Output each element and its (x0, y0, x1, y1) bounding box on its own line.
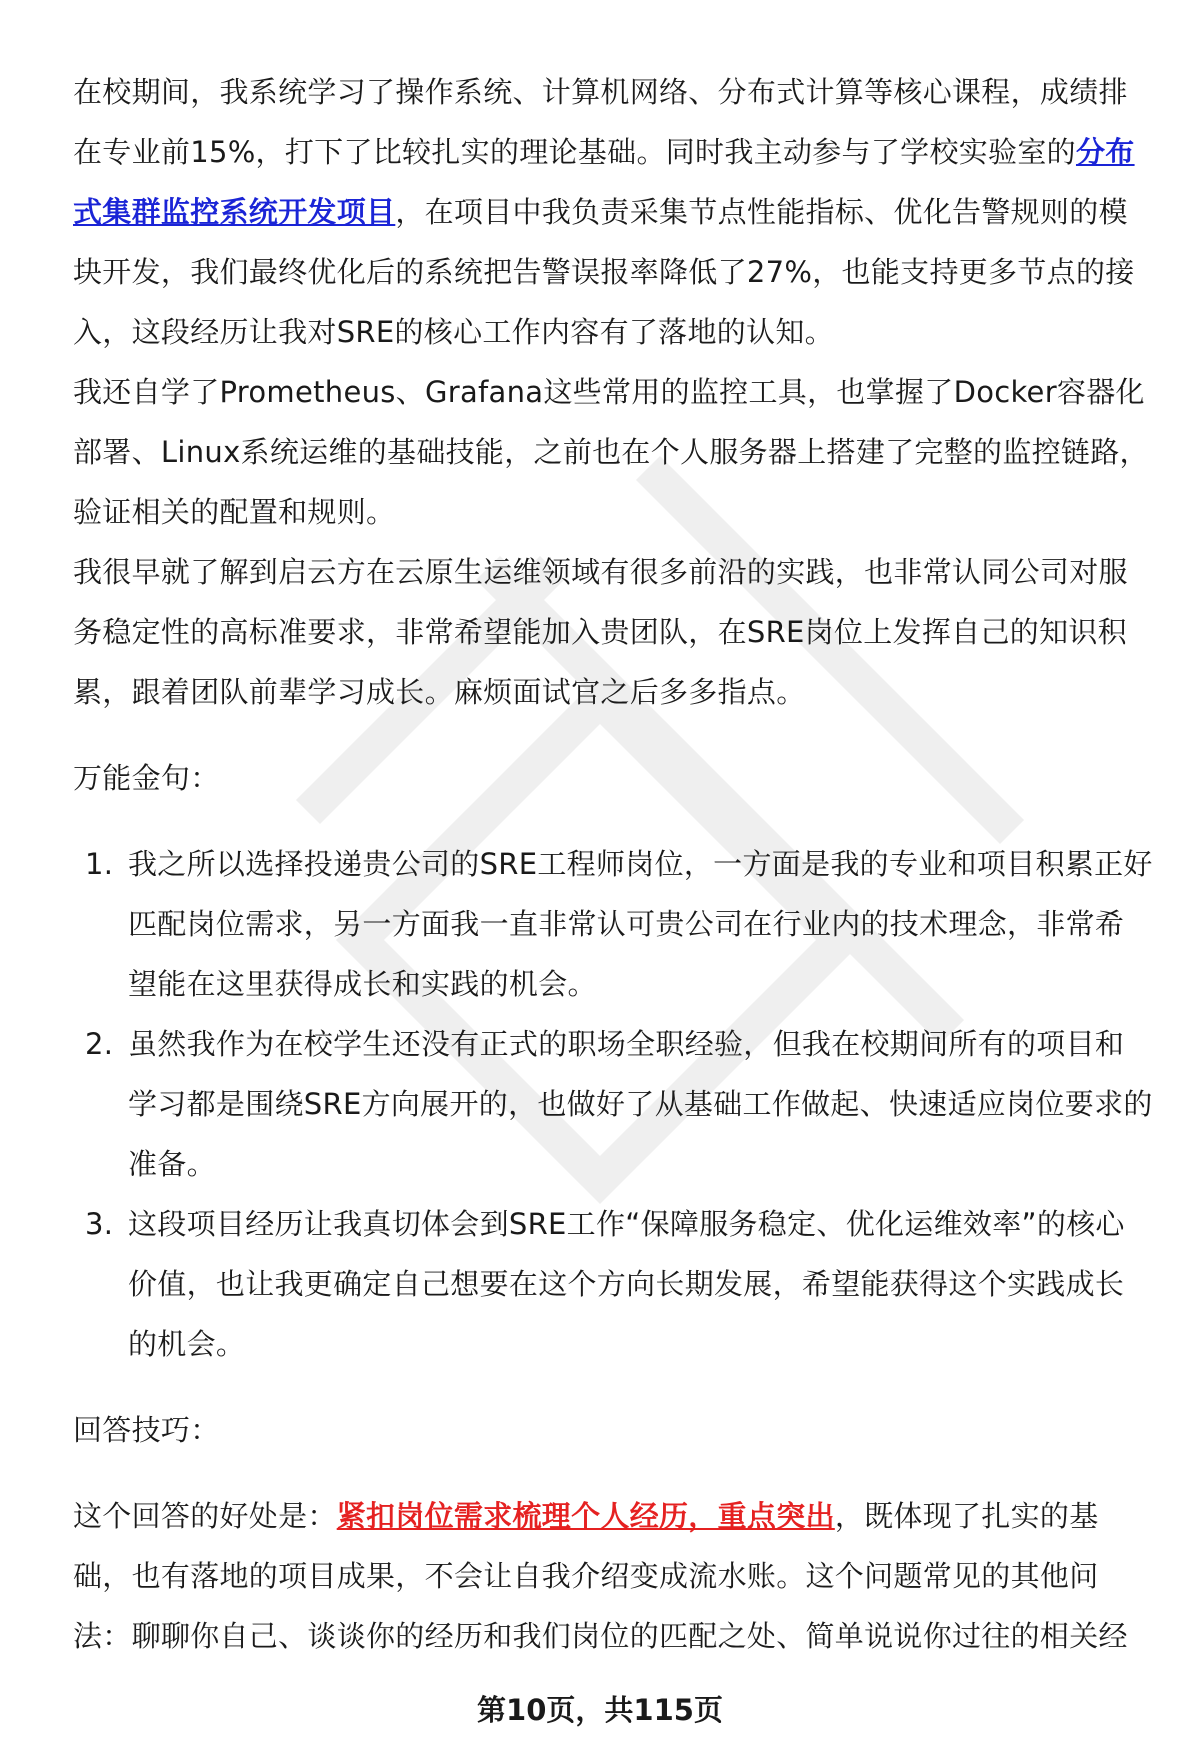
document-body (73, 62, 1153, 1666)
paragraph-text: 这个回答的好处是： (73, 1499, 337, 1533)
project-link[interactable]: 分布式集群监控系统开发项目 (73, 135, 1135, 229)
list-text: 我之所以选择投递贵公司的SRE工程师岗位，一方面是我的专业和项目积累正好匹配岗位需求，另一方面我一直非常认可贵公司在行业内的技术理念，非常希望能在这里获得成长和实践的机会。 (128, 847, 1153, 1001)
list-item (73, 834, 1153, 1014)
paragraph-text: ，既体现了扎实的基础，也有落地的项目成果，不会让自我介绍变成流水账。这个问题常见的其他问法：聊聊你自己、谈谈你的经历和我们岗位的匹配之处、简单说说你过往的相关经 (73, 1499, 1128, 1653)
skills-paragraph: 我还自学了Prometheus、Grafana这些常用的监控工具，也掌握了Docker容器化部署、Linux系统运维的基础技能，之前也在个人服务器上搭建了完整的监控链路，验证相关的配置和规则。 (73, 375, 1149, 529)
paragraph-text: ，在项目中我负责采集节点性能指标、优化告警规则的模块开发，我们最终优化后的系统把告警误报率降低了27%，也能支持更多节点的接入，这段经历让我对SRE的核心工作内容有了落地的认知。 (73, 195, 1135, 349)
list-text: 虽然我作为在校学生还没有正式的职场全职经验，但我在校期间所有的项目和学习都是围绕SRE方向展开的，也做好了从基础工作做起、快速适应岗位要求的准备。 (128, 1027, 1153, 1181)
list-number: 3. (85, 1207, 114, 1241)
golden-heading: 万能金句： (73, 761, 220, 795)
list-item (73, 1014, 1153, 1194)
list-number: 2. (85, 1027, 114, 1061)
tips-heading: 回答技巧： (73, 1413, 220, 1447)
intro-paragraph (73, 62, 1153, 362)
paragraph-text: 在校期间，我系统学习了操作系统、计算机网络、分布式计算等核心课程，成绩排在专业前15%，打下了比较扎实的理论基础。同时我主动参与了学校实验室的 (73, 75, 1128, 169)
page-number: 第10页，共115页 (477, 1693, 723, 1727)
motivation-paragraph: 我很早就了解到启云方在云原生运维领域有很多前沿的实践，也非常认同公司对服务稳定性的高标准要求，非常希望能加入贵团队，在SRE岗位上发挥自己的知识积累，跟着团队前辈学习成长。麻烦面试官之后多多指点。 (73, 555, 1128, 709)
list-item (73, 1194, 1153, 1374)
highlight-text: 紧扣岗位需求梳理个人经历，重点突出 (336, 1499, 835, 1533)
tips-paragraph (73, 1486, 1153, 1666)
list-number: 1. (85, 847, 114, 881)
list-text: 这段项目经历让我真切体会到SRE工作“保障服务稳定、优化运维效率”的核心价值，也让我更确定自己想要在这个方向长期发展，希望能获得这个实践成长的机会。 (128, 1207, 1125, 1361)
golden-list (73, 834, 1153, 1374)
